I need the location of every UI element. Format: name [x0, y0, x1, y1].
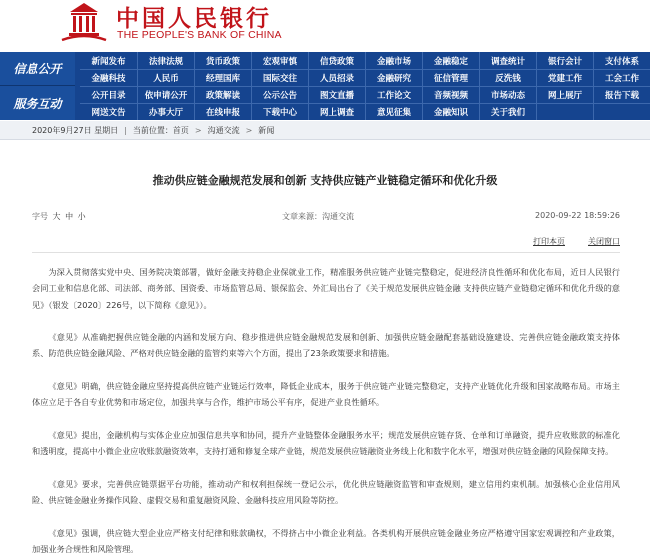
article-paragraph: 为深入贯彻落实党中央、国务院决策部署，做好金融支持稳企业保就业工作，精准服务供应链产业链完整稳定，促进经济良性循环和优化布局，近日人民银行会同工业和信息化部、司法部、商务部、国资委、市场监管总局、银保监会、外汇局出台了《关于规范发展供应链金融 支持供应链产业链稳定循环和优化升级的意见》（银发〔2020〕226号，以下简称《意见》）。	[32, 267, 620, 310]
nav-item-online-notices[interactable]: 网送文告	[91, 107, 126, 118]
nav-section-service	[0, 86, 75, 120]
nav-item-market-dynamics[interactable]: 市场动态	[479, 86, 536, 103]
nav-grid	[80, 52, 650, 120]
nav-item-credit-reference[interactable]: 征信管理	[422, 69, 479, 86]
nav-item-live-broadcast[interactable]: 图文直播	[308, 86, 365, 103]
nav-item-online-exhibition[interactable]: 网上展厅	[536, 86, 593, 103]
nav-item-rmb[interactable]: 人民币	[137, 69, 194, 86]
nav-item-opinion-collection[interactable]: 意见征集	[365, 103, 422, 120]
nav-item-service-hall[interactable]: 办事大厅	[137, 103, 194, 120]
nav-item-policy-interpretation[interactable]: 政策解读	[194, 86, 251, 103]
nav-item-online-survey[interactable]: 网上调查	[308, 103, 365, 120]
nav-item-announcements[interactable]: 公示公告	[251, 86, 308, 103]
breadcrumb-home[interactable]: 首页	[172, 125, 189, 135]
breadcrumb-current[interactable]: 新闻	[258, 125, 275, 135]
font-size-large[interactable]: 大	[52, 212, 61, 221]
nav-item-statistics[interactable]: 调查统计	[479, 52, 536, 69]
article-paragraph: 《意见》明确，供应链金融应坚持提高供应链产业链运行效率，降低企业成本，服务于供应链产业链完整稳定，支持产业链优化升级和国家战略布局。市场主体应立足于各自专业优势和市场定位，加强共享与合作，维护市场公平有序，促进产业良性循环。	[32, 381, 620, 408]
nav-item-fintech[interactable]: 金融科技	[91, 73, 126, 84]
article-source	[282, 211, 354, 222]
article-title: 推动供应链金融规范发展和创新 支持供应链产业链稳定循环和优化升级	[152, 174, 498, 187]
nav-item-bank-accounting[interactable]: 银行会计	[536, 52, 593, 69]
nav-divider	[80, 103, 650, 104]
nav-item-working-papers[interactable]: 工作论文	[365, 86, 422, 103]
breadcrumb-prefix: 当前位置：	[132, 125, 173, 135]
article-paragraph: 《意见》要求，完善供应链票据平台功能，推动动产和权利担保统一登记公示，优化供应链融资监管和审查规则，建立信用约束机制。加强核心企业信用风险、供应链金融业务操作风险、虚假交易和重复融资风险、金融科技应用风险等防控。	[32, 478, 620, 506]
pboc-emblem-icon	[60, 2, 108, 42]
article-paragraph: 《意见》从准确把握供应链金融的内涵和发展方向、稳步推进供应链金融规范发展和创新、加强供应链金融配套基础设施建设、完善供应链金融政策支持体系、防范供应链金融风险、严格对供应链金融的监管约束等六个方面，提出了23条政策要求和措施。	[32, 332, 620, 359]
font-size-selector	[32, 211, 86, 222]
breadcrumb	[0, 121, 650, 140]
article-paragraph: 《意见》强调，供应链大型企业应严格支付纪律和账款确权，不得挤占中小微企业利益。各类机构开展供应链金融业务应严格遵守国家宏观调控和产业政策，加强业务合规性和风险管理。	[32, 527, 620, 555]
nav-item-treasury[interactable]: 经理国库	[194, 69, 251, 86]
article-divider	[32, 252, 620, 253]
font-size-medium[interactable]: 中	[65, 212, 74, 221]
nav-row-3	[80, 86, 650, 103]
article-source-value: 沟通交流	[322, 212, 354, 221]
article-paragraph: 《意见》提出，金融机构与实体企业应加强信息共享和协同，提升产业链整体金融服务水平；规范发展供应链存货、仓单和订单融资，提升应收账款的标准化和透明度，提高中小微企业应收账款融资效率，支持打通和修复全球产业链，规范发展供应链融资业务线上化和数字化水平，增强对供应链金融的风险保障支持。	[32, 429, 620, 457]
nav-item-party-building[interactable]: 党建工作	[536, 69, 593, 86]
article-source-label: 文章来源：	[282, 212, 322, 221]
nav-section-service-label: 服务互动	[13, 96, 62, 111]
article-meta	[32, 211, 620, 225]
breadcrumb-separator: >	[194, 125, 202, 135]
current-date: 2020年9月27日 星期日	[32, 125, 119, 135]
article-datetime: 2020-09-22 18:59:26	[535, 211, 620, 220]
nav-divider	[80, 86, 650, 87]
nav-item-financial-stability[interactable]: 金融稳定	[422, 52, 479, 69]
nav-item-news-release[interactable]: 新闻发布	[91, 56, 126, 67]
nav-item-international[interactable]: 国际交往	[251, 69, 308, 86]
nav-item-financial-knowledge[interactable]: 金融知识	[422, 103, 479, 120]
nav-row-2	[80, 69, 650, 86]
nav-item-about-us[interactable]: 关于我们	[479, 103, 536, 120]
print-page-link[interactable]: 打印本页	[533, 237, 565, 246]
nav-item-monetary-policy[interactable]: 货币政策	[194, 52, 251, 69]
nav-item-macroprudential[interactable]: 宏观审慎	[251, 52, 308, 69]
nav-divider	[80, 69, 650, 70]
nav-item-research[interactable]: 金融研究	[365, 69, 422, 86]
main-nav	[0, 52, 650, 120]
nav-item-anti-money-laundering[interactable]: 反洗钱	[479, 69, 536, 86]
nav-item-credit-policy[interactable]: 信贷政策	[308, 52, 365, 69]
nav-item-union[interactable]: 工会工作	[593, 69, 650, 86]
site-header	[0, 0, 650, 52]
nav-item-online-declaration[interactable]: 在线申报	[194, 103, 251, 120]
breadcrumb-separator: |	[124, 125, 127, 135]
article-body	[32, 264, 620, 559]
nav-section-info	[0, 52, 75, 86]
article-tools	[32, 236, 620, 248]
nav-item-payment-system[interactable]: 支付体系	[593, 52, 650, 69]
close-window-link[interactable]: 关闭窗口	[588, 237, 620, 246]
nav-row-4	[80, 103, 650, 120]
nav-item-disclosure-request[interactable]: 依申请公开	[137, 86, 194, 103]
site-title-cn: 中国人民银行	[116, 5, 272, 32]
nav-item-empty-2	[593, 103, 650, 120]
breadcrumb-separator: >	[245, 125, 253, 135]
nav-section-info-label: 信息公开	[13, 62, 62, 76]
nav-item-laws[interactable]: 法律法规	[137, 52, 194, 69]
nav-item-public-directory[interactable]: 公开目录	[91, 90, 126, 101]
font-size-small[interactable]: 小	[77, 212, 86, 221]
nav-item-recruitment[interactable]: 人员招录	[308, 69, 365, 86]
breadcrumb-section[interactable]: 沟通交流	[207, 125, 240, 135]
nav-item-empty-1	[536, 103, 593, 120]
nav-item-audio-video[interactable]: 音频视频	[422, 86, 479, 103]
nav-item-financial-market[interactable]: 金融市场	[365, 52, 422, 69]
font-size-label: 字号	[32, 212, 48, 221]
nav-item-download-center[interactable]: 下载中心	[251, 103, 308, 120]
site-title-en: THE PEOPLE'S BANK OF CHINA	[117, 29, 282, 41]
nav-row-1	[80, 52, 650, 69]
nav-item-report-download[interactable]: 报告下载	[593, 86, 650, 103]
